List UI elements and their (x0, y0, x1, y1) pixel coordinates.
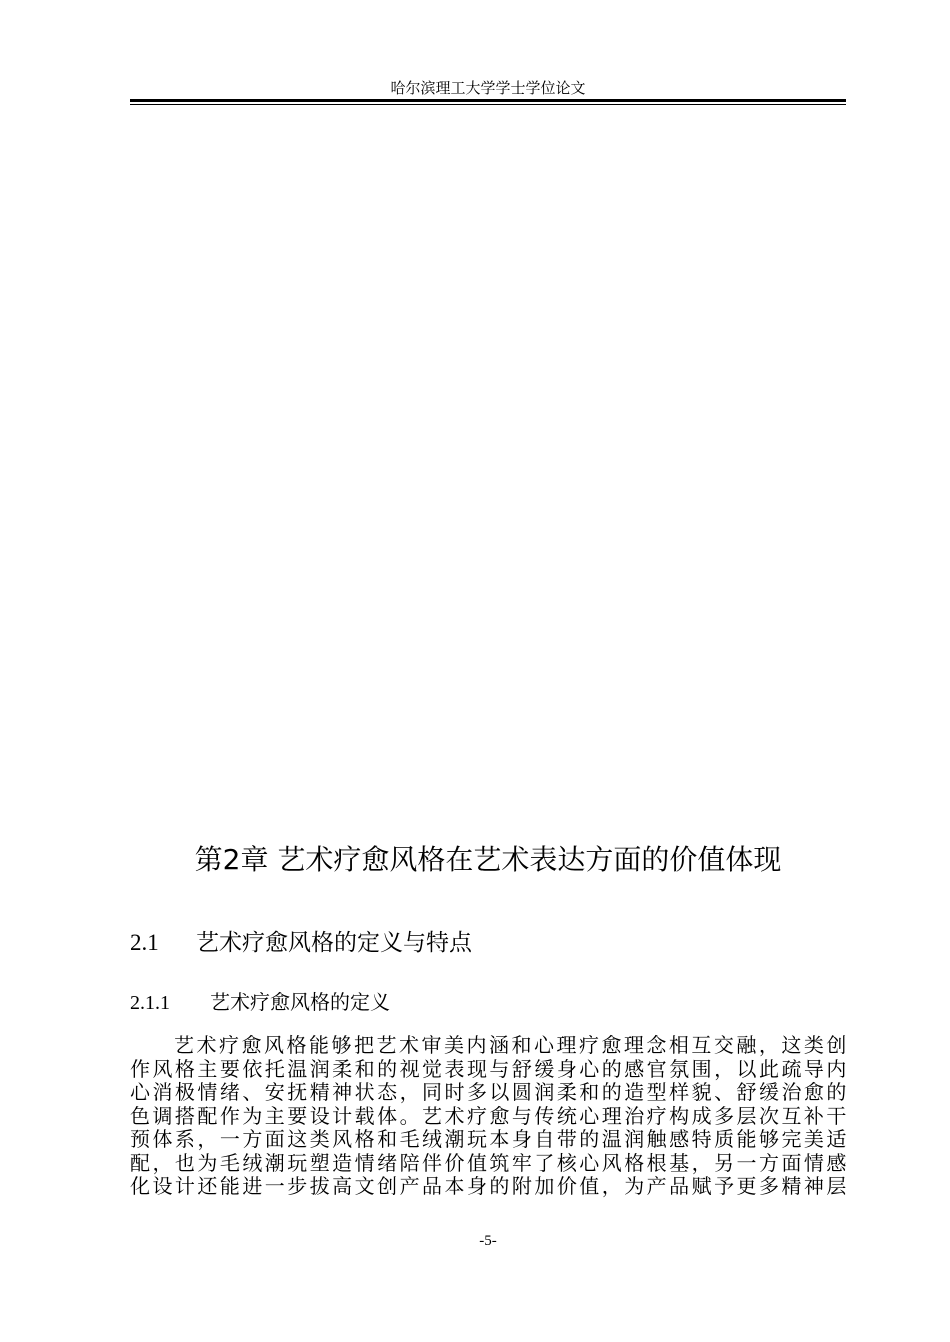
subsection-heading (130, 989, 390, 1016)
header-rule-thin (130, 104, 846, 105)
paragraph-line: 艺术疗愈风格能够把艺术审美内涵和心理疗愈理念相互交融，这类创 (174, 1033, 846, 1057)
running-header: 哈尔滨理工大学学士学位论文 (390, 79, 586, 97)
section-heading (130, 928, 472, 958)
paragraph-line: 色调搭配作为主要设计载体。艺术疗愈与传统心理治疗构成多层次互补干 (130, 1103, 846, 1128)
paragraph-line: 作风格主要依托温润柔和的视觉表现与舒缓身心的感官氛围，以此疏导内 (130, 1056, 846, 1081)
paragraph-line: 化设计还能进一步拔高文创产品本身的附加价值，为产品赋予更多精神层 (130, 1174, 846, 1198)
paragraph-line: 预体系，一方面这类风格和毛绒潮玩本身自带的温润触感特质能够完美适 (130, 1127, 846, 1151)
header-rule-thick (130, 99, 846, 102)
subsection-title: 艺术疗愈风格的定义 (210, 990, 390, 1014)
section-title: 艺术疗愈风格的定义与特点 (196, 930, 472, 956)
section-number: 2.1 (130, 930, 159, 955)
paragraph-line: 配，也为毛绒潮玩塑造情绪陪伴价值筑牢了核心风格根基，另一方面情感 (130, 1150, 846, 1175)
body-paragraph (130, 1034, 846, 1199)
chapter-title: 第2章 艺术疗愈风格在艺术表达方面的价值体现 (194, 843, 782, 876)
subsection-number: 2.1.1 (130, 992, 170, 1014)
page-number: -5- (479, 1233, 497, 1249)
paragraph-line: 心消极情绪、安抚精神状态，同时多以圆润柔和的造型样貌、舒缓治愈的 (130, 1080, 846, 1104)
